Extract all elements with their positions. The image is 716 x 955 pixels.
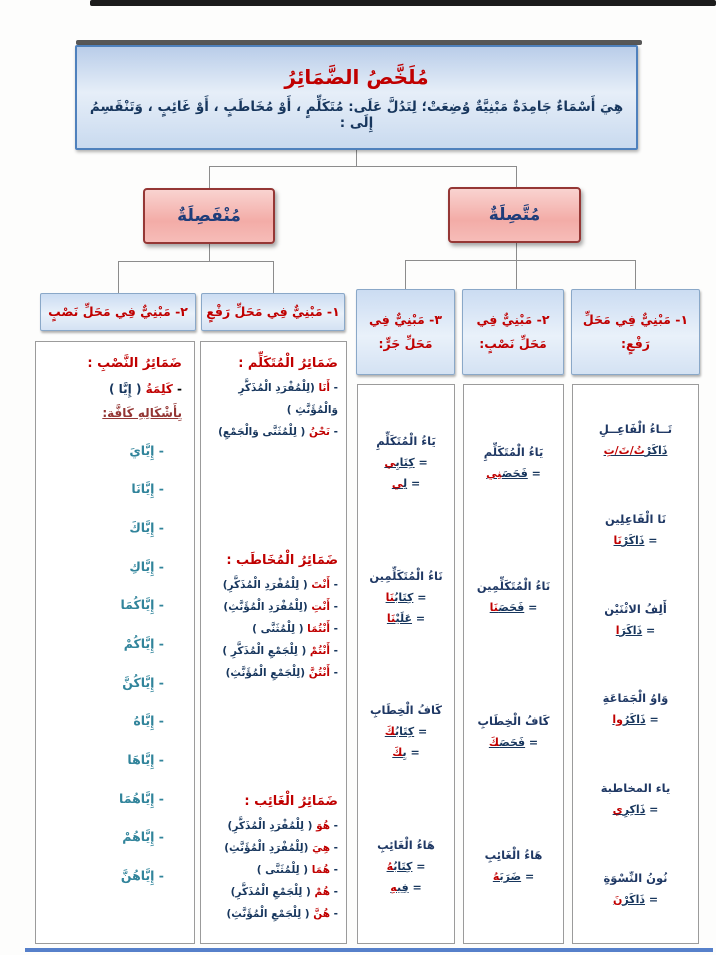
bullet-dash: -: [154, 752, 164, 768]
pronoun-item: [209, 837, 338, 859]
iyya-item: [48, 520, 164, 535]
example-line: [468, 736, 559, 749]
example-suffix: نَا: [386, 611, 396, 625]
connector-line: [209, 166, 210, 189]
example-suffix: نِي: [486, 466, 502, 480]
pronoun-desc: ( لِلْمُفْرَدِ الْمُذَكَّرِ): [227, 819, 317, 832]
pronoun-desc: ( لِلْمُثَنَّى ): [256, 863, 312, 876]
pronoun-word: هُوَ: [316, 819, 330, 832]
pronoun-word: أَنْتِ: [311, 600, 330, 613]
example-suffix: كَ: [384, 725, 396, 739]
iyya-word: إِيَّانَا: [131, 481, 155, 497]
example-line: [577, 624, 694, 637]
pronoun-section: [209, 356, 338, 443]
pronoun-word: هُمْ: [314, 885, 330, 898]
iyya-item: [48, 559, 164, 574]
iyya-lead-tail: [48, 401, 182, 425]
example-base: ذَاكَرْ: [644, 444, 668, 458]
bullet-dash: -: [329, 885, 338, 898]
pronoun-desc: ( لِلْجَمْعِ الْمُذَكَّرِ): [230, 885, 315, 898]
branch-detached: مُنْفَصِلَةٌ: [143, 188, 275, 244]
group-label: تَــاءُ الْفَاعِــلِ: [598, 422, 673, 437]
iyya-word: إِيَّاكُمْ: [123, 636, 155, 652]
example-base: فِي: [396, 880, 409, 894]
example-base: لِ: [402, 477, 408, 491]
bullet-dash: -: [329, 600, 338, 613]
suffix-group: [577, 422, 694, 457]
group-label: أَلِفُ الاثْنَيْن: [604, 601, 667, 616]
example-suffix: ي: [391, 477, 403, 491]
example-suffix: هُ: [386, 859, 394, 873]
title-box: [75, 45, 638, 150]
example-suffix: هِ: [390, 880, 397, 894]
suffix-group: [468, 714, 559, 749]
bullet-dash: -: [154, 790, 164, 806]
panel-body: [201, 342, 346, 943]
pronoun-word: نَحْنُ: [309, 426, 330, 439]
example-suffix: ي: [612, 802, 623, 816]
example-line: [362, 860, 450, 873]
example-base: فَحَصَ: [499, 735, 526, 749]
bullet-dash: -: [172, 382, 182, 396]
example-base: ذَاكِرِ: [622, 802, 646, 816]
header-attached-jarr: ٣- مَبْنِيٌّ فِي مَحَلِّ جَرٍّ:: [356, 289, 455, 375]
iyya-item: [48, 713, 164, 728]
panel-attached-jarr: [357, 384, 455, 944]
example-word: [392, 746, 406, 759]
bullet-dash: -: [154, 481, 164, 497]
example-base: كِتَابُ: [395, 725, 415, 739]
bullet-dash: -: [154, 520, 164, 536]
example-word: [613, 893, 645, 906]
pronoun-item: [209, 815, 338, 837]
section-label: ضَمَائِرُ الْغَائِب :: [244, 793, 338, 809]
equals-sign: =: [413, 590, 427, 604]
pronoun-item: [209, 640, 338, 662]
definition-text: هِيَ أَسْمَاءٌ جَامِدَةٌ مَبْنِيَّةٌ وُضِعَتْ؛ لِتَدُلَّ عَلَى: مُتَكَلِّمٍ ، أَوْ مُخَاطَبٍ ، أَوْ غَائِبٍ ، وَتَنْقَسِمُ إِلَى :: [89, 98, 624, 131]
example-line: [468, 601, 559, 614]
example-suffix: تُ/تَ/تِ: [603, 444, 645, 458]
example-base: كِتَابُ: [393, 859, 413, 873]
pronoun-desc: (لِلْمُفْرَدِ الْمُؤَنَّثِ): [224, 841, 313, 854]
example-base: بِ: [402, 746, 407, 760]
example-line: [468, 467, 559, 480]
example-line: [468, 870, 559, 883]
suffix-group: [362, 569, 450, 625]
suffix-group: [362, 838, 450, 894]
equals-sign: =: [645, 713, 659, 727]
pronoun-item: [209, 377, 338, 421]
equals-sign: =: [406, 746, 420, 760]
iyya-item: [48, 675, 164, 690]
connector-line: [209, 244, 210, 262]
connector-line: [118, 261, 119, 294]
example-base: ذَاكَرْ: [622, 892, 645, 906]
group-label: نَاءُ الْمُتَكَلِّمِين: [369, 568, 443, 583]
example-line: [362, 477, 450, 490]
example-word: [614, 534, 645, 547]
group-label: هَاءُ الْغَائِبِ: [377, 837, 435, 852]
group-label: كَافُ الْخِطَابِ: [370, 703, 442, 718]
panel-detached-rafe: [200, 341, 347, 944]
connector-line: [273, 261, 274, 294]
iyya-item: [48, 868, 164, 883]
example-line: [577, 893, 694, 906]
section-label: ضَمَائِرُ الْمُتَكَلِّم :: [238, 356, 338, 371]
example-word: [387, 612, 412, 625]
equals-sign: =: [645, 892, 659, 906]
pronoun-desc: ( لِلْجَمْعِ الْمُؤَنَّثِ): [226, 907, 314, 920]
bullet-dash: -: [329, 578, 338, 591]
connector-line: [635, 260, 636, 290]
suffix-group: [577, 781, 694, 816]
bullet-dash: -: [329, 907, 338, 920]
equals-sign: =: [645, 802, 659, 816]
section-label: ضَمَائِرُ الْمُخَاطَب :: [226, 552, 338, 568]
example-line: [577, 534, 694, 547]
pronoun-item: [209, 903, 338, 925]
example-word: [616, 624, 642, 637]
iyya-item: [48, 636, 164, 651]
suffix-group: [468, 445, 559, 480]
connector-line: [405, 260, 636, 261]
connector-line: [118, 261, 274, 262]
lead-word: كَلِمَةُ: [145, 382, 173, 396]
pronoun-item: [209, 574, 338, 596]
group-label: يَاءُ الْمُتَكَلِّمِ: [483, 444, 544, 459]
bullet-dash: -: [154, 558, 164, 574]
example-base: كِتَابِ: [395, 456, 415, 470]
header-detached-rafe: ١- مَبْنِيٌّ فِي مَحَلِّ رَفْعٍ: [201, 293, 345, 331]
pronoun-item: [209, 596, 338, 618]
example-line: [362, 612, 450, 625]
connector-line: [405, 260, 406, 290]
example-suffix: نَا: [613, 533, 622, 547]
bullet-dash: -: [154, 713, 164, 729]
equals-sign: =: [414, 725, 428, 739]
example-line: [362, 881, 450, 894]
panel-body: [464, 385, 563, 943]
group-label: نُونُ النِّسْوَةِ: [603, 870, 668, 885]
example-line: [362, 456, 450, 469]
example-base: فَحَصَ: [498, 601, 525, 615]
page-title: مُلَخَّصُ الضَّمَائِرُ: [284, 64, 429, 89]
example-word: [493, 870, 521, 883]
pronoun-desc: ( لِلْمُفْرَدِ الْمُذَكَّرِ): [222, 578, 312, 591]
bullet-dash: -: [329, 863, 338, 876]
example-suffix: ي: [384, 456, 396, 470]
lead-tail: بِأَشْكَالِهِ كَافَّة:: [102, 406, 182, 420]
pronoun-desc: ( لِلْمُثَنَّى ): [252, 622, 308, 635]
panel-detached-nasb: [35, 341, 195, 944]
iyya-word: إِيَّاهُمْ: [122, 829, 155, 845]
pronoun-word: أَنْتَ: [311, 578, 330, 591]
pronoun-item: [209, 662, 338, 684]
group-label: وَاوُ الْجَمَاعَةِ: [602, 691, 669, 706]
connector-line: [516, 260, 517, 290]
example-word: [612, 713, 645, 726]
equals-sign: =: [414, 456, 428, 470]
pronoun-section: [209, 794, 338, 925]
iyya-word: إِيَّاهَا: [127, 752, 155, 768]
iyya-word: إِيَّاكُمَا: [120, 597, 155, 613]
iyya-word: إِيَّاكَ: [129, 520, 155, 536]
pronoun-desc: (لِلْمُفْرَدِ الْمُؤَنَّثِ): [223, 600, 312, 613]
pronoun-item: [209, 421, 338, 443]
branch-attached: مُتَّصِلَةٌ: [448, 187, 581, 243]
equals-sign: =: [527, 466, 541, 480]
example-base: كِتَابُ: [394, 590, 414, 604]
example-line: [362, 591, 450, 604]
panel-body: [358, 385, 454, 943]
panel-body: [36, 342, 194, 943]
connector-line: [209, 166, 517, 167]
example-line: [362, 725, 450, 738]
example-base: فَحَصَ: [501, 466, 528, 480]
example-word: [486, 467, 528, 480]
pronoun-desc: (لِلْجَمْعِ الْمُؤَنَّثِ): [225, 667, 309, 680]
example-line: [577, 803, 694, 816]
equals-sign: =: [644, 533, 658, 547]
suffix-group: [362, 434, 450, 490]
scan-artifact-top: [90, 0, 716, 6]
example-line: [577, 444, 694, 457]
example-line: [577, 713, 694, 726]
pronoun-item: [209, 618, 338, 640]
connector-line: [356, 150, 357, 167]
bullet-dash: -: [329, 622, 338, 635]
example-line: [362, 746, 450, 759]
connector-line: [516, 166, 517, 188]
bullet-dash: -: [154, 597, 164, 613]
connector-line: [516, 243, 517, 261]
equals-sign: =: [642, 623, 656, 637]
pronoun-section: [209, 553, 338, 684]
example-word: [613, 803, 646, 816]
section-label: ضَمَائِرُ النَّصْبِ :: [87, 356, 182, 371]
bullet-dash: -: [154, 829, 164, 845]
panel-attached-rafe: [572, 384, 699, 944]
example-base: ضَرَبَ: [499, 870, 522, 884]
suffix-group: [468, 848, 559, 883]
example-suffix: هُ: [492, 870, 500, 884]
example-word: [490, 601, 525, 614]
bullet-dash: -: [329, 841, 338, 854]
example-suffix: كَ: [392, 746, 403, 760]
header-detached-nasb: ٢- مَبْنِيٌّ فِي مَحَلِّ نَصْبٍ: [40, 293, 196, 331]
group-label: نَاءُ الْمُتَكَلِّمِين: [476, 579, 551, 594]
bullet-dash: -: [329, 382, 338, 394]
example-suffix: نَا: [385, 590, 395, 604]
pronoun-item: [209, 859, 338, 881]
example-word: [392, 477, 407, 490]
suffix-group: [577, 691, 694, 726]
panel-attached-nasb: [463, 384, 564, 944]
pronoun-word: أَنْتُنَّ: [308, 667, 330, 680]
iyya-item: [48, 481, 164, 496]
bullet-dash: -: [329, 819, 338, 832]
bullet-dash: -: [154, 442, 164, 458]
iyya-word: إِيَّاهُمَا: [119, 790, 155, 806]
group-label: هَاءُ الْغَائِبِ: [484, 848, 543, 863]
pronoun-item: [209, 881, 338, 903]
pronoun-desc: ( لِلْجَمْعِ الْمُذَكَّرِ ): [222, 644, 310, 657]
iyya-items: [48, 425, 182, 921]
bullet-dash: -: [329, 667, 338, 680]
bullet-dash: -: [329, 644, 338, 657]
group-label: كَافُ الْخِطَابِ: [477, 713, 550, 728]
iyya-item: [48, 443, 164, 458]
iyya-item: [48, 829, 164, 844]
example-word: [489, 736, 525, 749]
pronoun-desc: ( لِلْمُثَنَّى وَالْجَمْعِ): [218, 426, 310, 439]
iyya-item: [48, 597, 164, 612]
iyya-lead: [48, 377, 182, 401]
example-suffix: كَ: [488, 735, 500, 749]
pronoun-word: هُمَا: [311, 863, 330, 876]
panel-body: [573, 385, 698, 943]
example-suffix: وا: [612, 713, 623, 727]
scan-artifact-bottom: [25, 948, 713, 952]
iyya-word: إِيَّاكُنَّ: [122, 674, 155, 690]
example-word: [386, 591, 414, 604]
example-base: عَلَيْ: [395, 611, 413, 625]
pronoun-word: أَنْتُمْ: [309, 644, 330, 657]
example-suffix: ا: [615, 623, 620, 637]
iyya-word: إِيَّاكِ: [129, 558, 155, 574]
header-attached-nasb: ٢- مَبْنِيٌّ فِي مَحَلِّ نَصْبٍ:: [462, 289, 564, 375]
bullet-dash: -: [154, 868, 164, 884]
equals-sign: =: [524, 601, 538, 615]
pronoun-desc: (لِلْمُفْرَدِ الْمُذَكَّرِ وَالْمُؤَنَّثِ ): [238, 382, 338, 417]
pronoun-word: هِيَ: [312, 841, 330, 854]
iyya-word: إِيَّاهُنَّ: [120, 868, 155, 884]
equals-sign: =: [412, 611, 426, 625]
group-label: يَاءُ الْمُتَكَلِّمِ: [376, 434, 436, 449]
header-attached-rafe: ١- مَبْنِيٌّ فِي مَحَلِّ رَفْعٍ:: [571, 289, 700, 375]
equals-sign: =: [408, 880, 422, 894]
suffix-group: [577, 512, 694, 547]
example-base: ذَاكَرُ: [622, 713, 646, 727]
suffix-group: [362, 703, 450, 759]
suffix-group: [468, 579, 559, 614]
pronoun-word: أَنْتُمَا: [307, 622, 330, 635]
bullet-dash: -: [154, 674, 164, 690]
iyya-word: إِيَّايَ: [129, 442, 155, 458]
example-word: [387, 860, 413, 873]
example-word: [384, 456, 414, 469]
pronoun-word: أَنَا: [318, 382, 330, 394]
example-word: [390, 881, 408, 894]
equals-sign: =: [412, 859, 426, 873]
example-base: ذَاكَرَ: [619, 623, 643, 637]
example-base: ذَاكَرْ: [621, 533, 645, 547]
iyya-item: [48, 752, 164, 767]
example-word: [385, 725, 414, 738]
lead-word-iyya: ( إِيَّا ): [108, 382, 146, 396]
group-label: نَا الْفَاعِلِين: [604, 511, 667, 526]
suffix-group: [577, 871, 694, 906]
example-suffix: نَا: [489, 601, 499, 615]
equals-sign: =: [521, 870, 535, 884]
example-suffix: نَ: [612, 892, 623, 906]
bullet-dash: -: [329, 426, 338, 439]
group-label: ياء المخاطبة: [600, 780, 671, 795]
bullet-dash: -: [154, 636, 164, 652]
example-word: [604, 444, 668, 457]
iyya-item: [48, 791, 164, 806]
pronoun-word: هُنَّ: [313, 907, 330, 920]
suffix-group: [577, 602, 694, 637]
equals-sign: =: [407, 477, 421, 491]
equals-sign: =: [525, 735, 539, 749]
iyya-word: إِيَّاهُ: [133, 713, 155, 729]
